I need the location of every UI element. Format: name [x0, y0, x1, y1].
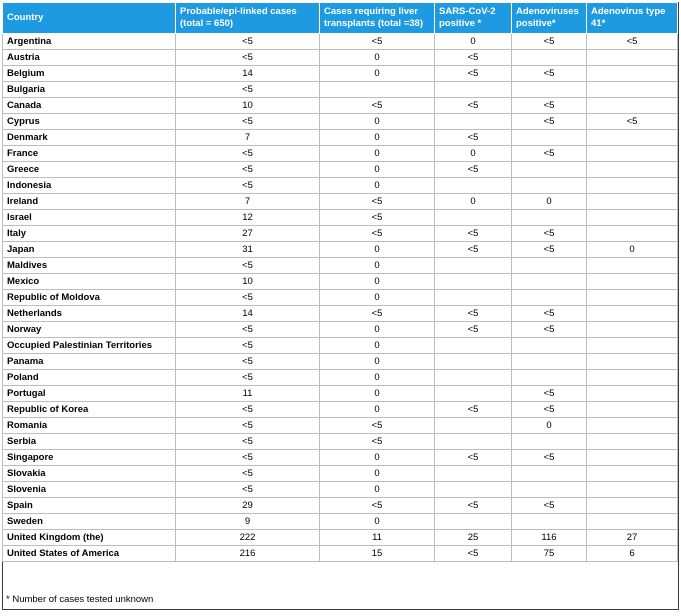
cell-adenovirus-41	[587, 178, 678, 194]
cell-country: Bulgaria	[3, 82, 176, 98]
cell-probable-cases: 10	[176, 98, 320, 114]
table-row	[3, 50, 678, 66]
table-row	[3, 306, 678, 322]
cell-adenoviruses: <5	[512, 402, 587, 418]
cell-sars-cov-2: <5	[435, 546, 512, 562]
cell-adenovirus-41: 0	[587, 242, 678, 258]
table-row	[3, 258, 678, 274]
cell-liver-transplants: 0	[320, 114, 435, 130]
cell-adenovirus-41	[587, 130, 678, 146]
cell-sars-cov-2: <5	[435, 162, 512, 178]
cell-probable-cases: <5	[176, 146, 320, 162]
cell-adenovirus-41	[587, 146, 678, 162]
cell-adenoviruses	[512, 370, 587, 386]
cell-liver-transplants: 0	[320, 402, 435, 418]
cell-adenovirus-41	[587, 450, 678, 466]
cell-probable-cases: <5	[176, 354, 320, 370]
cell-country: Israel	[3, 210, 176, 226]
cell-country: Slovenia	[3, 482, 176, 498]
cell-adenovirus-41	[587, 402, 678, 418]
cell-sars-cov-2: <5	[435, 226, 512, 242]
cell-country: Singapore	[3, 450, 176, 466]
cell-sars-cov-2	[435, 114, 512, 130]
cell-probable-cases: 27	[176, 226, 320, 242]
cell-country: Romania	[3, 418, 176, 434]
cell-adenovirus-41	[587, 162, 678, 178]
header-row	[3, 3, 678, 34]
cell-probable-cases: <5	[176, 402, 320, 418]
cell-country: United States of America	[3, 546, 176, 562]
cell-liver-transplants: <5	[320, 210, 435, 226]
table-row	[3, 338, 678, 354]
cell-probable-cases: 216	[176, 546, 320, 562]
table-row	[3, 466, 678, 482]
cell-probable-cases: <5	[176, 466, 320, 482]
cell-sars-cov-2: <5	[435, 98, 512, 114]
cell-liver-transplants: 0	[320, 178, 435, 194]
footnote: * Number of cases tested unknown	[6, 594, 154, 605]
table-row	[3, 114, 678, 130]
cell-adenovirus-41	[587, 210, 678, 226]
table-row	[3, 274, 678, 290]
cell-country: Portugal	[3, 386, 176, 402]
cell-country: Slovakia	[3, 466, 176, 482]
cell-country: Serbia	[3, 434, 176, 450]
header-adenovirus-41: Adenovirus type 41*	[587, 3, 678, 34]
cell-adenovirus-41	[587, 66, 678, 82]
table-row	[3, 322, 678, 338]
table-row	[3, 210, 678, 226]
header-sars-cov-2: SARS-CoV-2 positive *	[435, 3, 512, 34]
cell-liver-transplants: <5	[320, 434, 435, 450]
cell-adenoviruses	[512, 466, 587, 482]
cell-sars-cov-2: 0	[435, 34, 512, 50]
cell-sars-cov-2	[435, 338, 512, 354]
cell-country: Ireland	[3, 194, 176, 210]
cell-country: Indonesia	[3, 178, 176, 194]
table-row	[3, 530, 678, 546]
cell-adenoviruses	[512, 338, 587, 354]
cell-adenoviruses	[512, 50, 587, 66]
table-row	[3, 418, 678, 434]
cell-liver-transplants: 0	[320, 162, 435, 178]
cell-adenovirus-41: <5	[587, 34, 678, 50]
cell-probable-cases: 14	[176, 306, 320, 322]
cell-adenoviruses	[512, 178, 587, 194]
cell-adenoviruses	[512, 514, 587, 530]
cell-adenoviruses: <5	[512, 146, 587, 162]
header-liver-transplants: Cases requiring liver transplants (total =38)	[320, 3, 435, 34]
table-row	[3, 498, 678, 514]
table-row	[3, 146, 678, 162]
cell-probable-cases: 14	[176, 66, 320, 82]
cell-adenovirus-41	[587, 370, 678, 386]
cell-adenoviruses	[512, 82, 587, 98]
cell-adenovirus-41	[587, 434, 678, 450]
table-row	[3, 162, 678, 178]
cell-country: Republic of Moldova	[3, 290, 176, 306]
cell-country: Sweden	[3, 514, 176, 530]
table-row	[3, 546, 678, 562]
cell-liver-transplants: 0	[320, 322, 435, 338]
cell-adenovirus-41	[587, 466, 678, 482]
cell-sars-cov-2	[435, 370, 512, 386]
cell-sars-cov-2: <5	[435, 322, 512, 338]
cell-liver-transplants: 0	[320, 386, 435, 402]
cell-sars-cov-2	[435, 258, 512, 274]
cell-adenovirus-41: 6	[587, 546, 678, 562]
cell-probable-cases: <5	[176, 482, 320, 498]
cell-sars-cov-2: <5	[435, 306, 512, 322]
table-row	[3, 386, 678, 402]
cell-adenovirus-41	[587, 322, 678, 338]
cell-liver-transplants: 0	[320, 450, 435, 466]
cell-liver-transplants: <5	[320, 306, 435, 322]
cell-adenoviruses	[512, 162, 587, 178]
table-row	[3, 226, 678, 242]
table-row	[3, 434, 678, 450]
cell-adenoviruses: <5	[512, 322, 587, 338]
header-adenoviruses: Adenoviruses positive*	[512, 3, 587, 34]
cell-adenovirus-41	[587, 514, 678, 530]
cell-adenovirus-41	[587, 482, 678, 498]
cell-liver-transplants: 0	[320, 242, 435, 258]
cell-sars-cov-2: <5	[435, 242, 512, 258]
cell-country: Mexico	[3, 274, 176, 290]
cell-adenoviruses: <5	[512, 498, 587, 514]
cell-country: Netherlands	[3, 306, 176, 322]
cell-adenovirus-41	[587, 290, 678, 306]
table-row	[3, 354, 678, 370]
cell-liver-transplants: 0	[320, 514, 435, 530]
cell-liver-transplants: <5	[320, 418, 435, 434]
cell-adenoviruses: <5	[512, 386, 587, 402]
cell-sars-cov-2	[435, 290, 512, 306]
cell-adenoviruses	[512, 290, 587, 306]
cell-probable-cases: <5	[176, 418, 320, 434]
cell-adenovirus-41	[587, 274, 678, 290]
cell-country: Norway	[3, 322, 176, 338]
cell-adenoviruses: <5	[512, 114, 587, 130]
cell-liver-transplants: 0	[320, 482, 435, 498]
cell-probable-cases: 12	[176, 210, 320, 226]
table-row	[3, 178, 678, 194]
table-row	[3, 82, 678, 98]
cell-adenoviruses: <5	[512, 98, 587, 114]
cell-country: France	[3, 146, 176, 162]
cell-sars-cov-2: <5	[435, 402, 512, 418]
cell-liver-transplants: <5	[320, 34, 435, 50]
table-row	[3, 130, 678, 146]
cell-country: Italy	[3, 226, 176, 242]
cell-sars-cov-2: <5	[435, 498, 512, 514]
cell-probable-cases: 29	[176, 498, 320, 514]
cell-sars-cov-2: <5	[435, 50, 512, 66]
cell-probable-cases: 31	[176, 242, 320, 258]
table-row	[3, 98, 678, 114]
cell-liver-transplants: 0	[320, 466, 435, 482]
cell-liver-transplants: <5	[320, 498, 435, 514]
header-probable-cases: Probable/epi-linked cases (total = 650)	[176, 3, 320, 34]
cell-probable-cases: <5	[176, 178, 320, 194]
cell-liver-transplants: <5	[320, 98, 435, 114]
cell-liver-transplants: 0	[320, 338, 435, 354]
cell-country: United Kingdom (the)	[3, 530, 176, 546]
cell-adenovirus-41	[587, 258, 678, 274]
cell-adenoviruses	[512, 354, 587, 370]
cell-sars-cov-2: <5	[435, 130, 512, 146]
cell-probable-cases: <5	[176, 162, 320, 178]
cell-sars-cov-2	[435, 466, 512, 482]
cell-probable-cases: <5	[176, 258, 320, 274]
cell-adenovirus-41: 27	[587, 530, 678, 546]
table-row	[3, 402, 678, 418]
cell-adenoviruses	[512, 130, 587, 146]
cell-adenoviruses	[512, 210, 587, 226]
cell-liver-transplants: 0	[320, 66, 435, 82]
cell-probable-cases: 9	[176, 514, 320, 530]
cell-probable-cases: 7	[176, 130, 320, 146]
cell-liver-transplants: 0	[320, 274, 435, 290]
cell-sars-cov-2	[435, 514, 512, 530]
cell-liver-transplants: 0	[320, 146, 435, 162]
cell-sars-cov-2: <5	[435, 66, 512, 82]
cell-adenoviruses: 0	[512, 418, 587, 434]
cell-country: Canada	[3, 98, 176, 114]
cell-country: Greece	[3, 162, 176, 178]
cell-sars-cov-2	[435, 178, 512, 194]
cell-liver-transplants: 0	[320, 370, 435, 386]
cell-adenoviruses	[512, 434, 587, 450]
cell-liver-transplants: 0	[320, 50, 435, 66]
cell-sars-cov-2	[435, 418, 512, 434]
cell-adenoviruses: <5	[512, 66, 587, 82]
cell-adenovirus-41	[587, 98, 678, 114]
cell-sars-cov-2: 0	[435, 146, 512, 162]
cell-country: Panama	[3, 354, 176, 370]
cell-liver-transplants: <5	[320, 194, 435, 210]
cell-liver-transplants: 0	[320, 258, 435, 274]
cell-probable-cases: 11	[176, 386, 320, 402]
cell-adenoviruses: <5	[512, 242, 587, 258]
table-row	[3, 450, 678, 466]
cell-probable-cases: <5	[176, 290, 320, 306]
cell-country: Republic of Korea	[3, 402, 176, 418]
cell-sars-cov-2	[435, 482, 512, 498]
cell-country: Austria	[3, 50, 176, 66]
cell-adenoviruses	[512, 258, 587, 274]
cell-adenovirus-41	[587, 418, 678, 434]
cell-sars-cov-2: <5	[435, 450, 512, 466]
cell-probable-cases: 222	[176, 530, 320, 546]
cell-sars-cov-2	[435, 274, 512, 290]
cell-country: Spain	[3, 498, 176, 514]
cell-probable-cases: <5	[176, 450, 320, 466]
cell-probable-cases: <5	[176, 34, 320, 50]
cell-liver-transplants: 0	[320, 130, 435, 146]
cell-adenoviruses	[512, 482, 587, 498]
cell-adenovirus-41	[587, 306, 678, 322]
cell-sars-cov-2: 0	[435, 194, 512, 210]
cell-country: Denmark	[3, 130, 176, 146]
cell-adenoviruses: 75	[512, 546, 587, 562]
cell-country: Maldives	[3, 258, 176, 274]
cell-sars-cov-2	[435, 82, 512, 98]
cell-liver-transplants: <5	[320, 226, 435, 242]
cell-probable-cases: <5	[176, 50, 320, 66]
table-row	[3, 66, 678, 82]
table-row	[3, 482, 678, 498]
cell-liver-transplants: 0	[320, 290, 435, 306]
cell-liver-transplants: 11	[320, 530, 435, 546]
cell-liver-transplants	[320, 82, 435, 98]
cell-country: Cyprus	[3, 114, 176, 130]
cell-sars-cov-2: 25	[435, 530, 512, 546]
table-row	[3, 194, 678, 210]
cell-liver-transplants: 0	[320, 354, 435, 370]
cell-adenoviruses: <5	[512, 450, 587, 466]
cell-adenoviruses: 116	[512, 530, 587, 546]
cell-country: Poland	[3, 370, 176, 386]
cell-country: Japan	[3, 242, 176, 258]
cell-adenovirus-41	[587, 50, 678, 66]
cell-probable-cases: <5	[176, 434, 320, 450]
cell-probable-cases: <5	[176, 338, 320, 354]
cell-adenoviruses	[512, 274, 587, 290]
cell-sars-cov-2	[435, 354, 512, 370]
cell-adenovirus-41	[587, 194, 678, 210]
cell-adenovirus-41	[587, 338, 678, 354]
cell-adenoviruses: 0	[512, 194, 587, 210]
cell-adenovirus-41	[587, 226, 678, 242]
table-body	[3, 34, 678, 562]
cell-adenovirus-41	[587, 82, 678, 98]
cell-adenoviruses: <5	[512, 226, 587, 242]
cell-probable-cases: <5	[176, 114, 320, 130]
table-row	[3, 242, 678, 258]
cell-probable-cases: <5	[176, 82, 320, 98]
table-row	[3, 370, 678, 386]
cell-liver-transplants: 15	[320, 546, 435, 562]
cell-sars-cov-2	[435, 386, 512, 402]
cell-probable-cases: 10	[176, 274, 320, 290]
cell-adenovirus-41: <5	[587, 114, 678, 130]
cell-probable-cases: <5	[176, 322, 320, 338]
cell-sars-cov-2	[435, 434, 512, 450]
table-row	[3, 514, 678, 530]
cell-country: Argentina	[3, 34, 176, 50]
cell-probable-cases: 7	[176, 194, 320, 210]
cell-adenovirus-41	[587, 386, 678, 402]
cell-probable-cases: <5	[176, 370, 320, 386]
cell-adenovirus-41	[587, 498, 678, 514]
cases-table	[2, 2, 678, 562]
cell-country: Occupied Palestinian Territories	[3, 338, 176, 354]
cell-adenoviruses: <5	[512, 34, 587, 50]
header-country: Country	[3, 3, 176, 34]
table-row	[3, 34, 678, 50]
table-row	[3, 290, 678, 306]
cell-country: Belgium	[3, 66, 176, 82]
cell-adenoviruses: <5	[512, 306, 587, 322]
cell-adenovirus-41	[587, 354, 678, 370]
cell-sars-cov-2	[435, 210, 512, 226]
